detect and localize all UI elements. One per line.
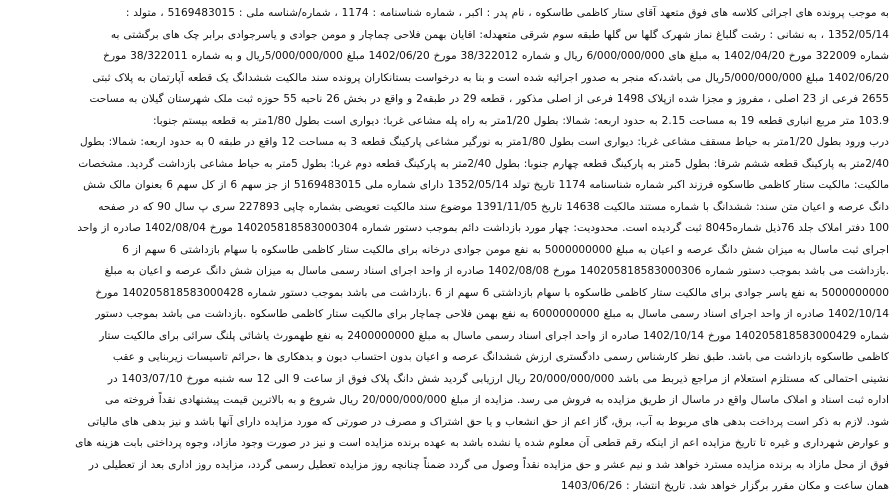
notice-line: شماره 322009 مورخ 1402/04/20 به مبلغ های 6/000/000/000 ریال و شماره 38/322012 مورخ 1402/06/20 مبلغ 5/000/000/000ریال و به شماره 38/322011 مورخ (103, 50, 889, 62)
notice-line: فوق از محل مازاد به برنده مزایده مسترد خواهد شد و نیم عشر و حق مزایده نقداً وصول می گردد ضمناً چنانچه روز مزایده تعطیل رسمی گردد، مزایده روز اداری بعد از تعطیلی در (88, 458, 889, 471)
notice-line: اجرای ثبت ماسال به میزان شش دانگ عرصه و اعیان به مبلغ 5000000000 به نفع مومن جوادی درخانه برای مالکیت ستار کاظمی طاسکوه با سهام بازداشتی 6 سهم از 6 (122, 243, 889, 256)
notice-line: و عوارض شهرداری و غیره تا تاریخ مزایده اعم از اینکه رقم قطعی آن معلوم شده یا نشده باشد به عهده برنده مزایده است و نیز در صورت وجود مازاد، وجوه پرداختی بابت هزینه های (75, 437, 889, 449)
notice-line: 1352/05/14 ، به نشانی : رشت گلباغ نماز شهرک گلها س گلها طبقه سوم شرقی متعهدله: اقایان بهمن فلاحی چماچار و مومن جوادی و یاسرجوادی برابر چک های برگشتی به (110, 28, 889, 41)
notice-line: نشینی احتمالی که مستلزم استعلام از مراجع ذیربط می باشد 20/000/000/000 ریال ارزیابی گردید شش دانگ پلاک فوق از ساعت 9 الی 12 سه شنبه مورخ 1403/07/10 در (107, 372, 889, 385)
notice-line: 2655 فرعی از 23 اصلی ، مفروز و مجزا شده ازپلاک 1498 فرعی از اصلی مذکور ، قطعه 29 در طبقه2 و واقع در بخش 26 ناحیه 55 حوزه ثبت ملک شهرستان گیلان به مساحت (89, 93, 889, 105)
notice-line: مالکیت: مالکیت ستار کاظمی طاسکوه فرزند اکبر شماره شناسنامه 1174 تاریخ تولد 1352/05/14 دارای شماره ملی 5169483015 از جز سهم 6 از کل سهم 6 بعنوان مالک شش (83, 179, 889, 191)
auction-notice-text (6, 3, 889, 498)
notice-line: شود. لازم به ذکر است پرداخت بدهی های مربوط به آب، برق، گاز اعم از حق انشعاب و یا حق اشتراک و مصرف در صورتی که مورد مزایده دارای آنها باشد و نیز بدهی های مالیاتی (87, 415, 889, 428)
notice-line: 1402/06/20 مبلغ 5/000/000/000ریال می باشد،که منجر به صدور اجرائیه شده است و بنا به درخواست بستانکاران پرونده سند مالکیت ششدانگ یک قطعه آپارتمان به پلاک ثبتی (92, 71, 889, 84)
notice-line: 100 دفتر املاک جلد 76ذیل شماره8045 ثبت گردیده است. محدودیت: چهار مورد بازداشت دائم بموجب دستور شماره 140205818583000304 مورخ 1402/08/04 صادره از واحد (77, 222, 889, 234)
notice-line: 5000000000 به نفع یاسر جوادی برای مالکیت ستار کاظمی طاسکوه با سهام بازداشتی 6 سهم از 6 .بازداشت می باشد بموجب دستور شماره 140205818583000428 مورخ (95, 286, 889, 299)
notice-line: شماره 140205818583000429 مورخ 1402/10/14 صادره از واحد اجرای اسناد رسمی ماسال به مبلغ 2400000000 به نفع طهمورث یاشائی پلنگ سرائی برای مالکیت ستار (99, 329, 889, 342)
notice-line: کاظمی طاسکوه بازداشت می باشد. طبق نظر کارشناس رسمی دادگستری ارزش ششدانگ عرصه و اعیان بدون احتساب دیون و بدهکاری ها ،حرائم تاسیسات زیربنایی و عقب (112, 351, 889, 363)
notice-line: 103.9 متر مربع انباری قطعه 19 به مساحت 2.15 به حدود اربعه: شمالا: بطول 1/20متر به راه پله مشاعی غربا: دیواری است بطول 1/80متر به قطعه بیستم جنوبا: (152, 114, 889, 127)
notice-line: 2/40متر به پارکینگ قطعه ششم شرقا: بطول 5متر به پارکینگ قطعه چهارم جنوبا: بطول 2/40متر به پارکینگ قطعه دوم غربا: بطول 5متر به حیاط مشاعی بازداشت گردید. مشخصات (78, 157, 889, 170)
notice-line: دانگ عرصه و اعیان متن سند: ششدانگ با شماره مستند مالکیت 14638 تاریخ 1391/11/05 موضوع سند مالکیت تعویضی بشماره چاپی 227893 سری پ سال 90 که در صفحه (98, 200, 889, 213)
notice-line: به موجب پرونده های اجرائی کلاسه های فوق متعهد آقای ستار کاظمی طاسکوه ، نام پدر : اکبر ، شماره شناسنامه : 1174 ، شماره/شناسه ملی : 5169483015 ، متولد : (125, 7, 889, 19)
notice-line: 1402/10/14 صادره از واحد اجرای اسناد رسمی ماسال به مبلغ 6000000000 به نفع بهمن فلاحی چماچار برای مالکیت ستار کاظمی طاسکوه .بازداشت می باشد بموجب دستور (95, 308, 889, 320)
notice-line: .بازداشت می باشد بموجب دستور شماره 140205818583000306 مورخ 1402/08/08 صادره از واحد اجرای اسناد رسمی ماسال به میزان شش دانگ عرصه و اعیان به مبلغ (104, 265, 889, 277)
publication-date-line: همان ساعت و مکان مقرر برگزار خواهد شد. تاریخ انتشار : 1403/06/26 (561, 480, 889, 492)
notice-line: اداره ثبت اسناد و املاک ماسال واقع در ماسال از طریق مزایده به فروش می رسد. مزایده از مبلغ 20/000/000/000 ریال شروع و به بالاترین قیمت پیشنهادی نقداً فروخته می (105, 394, 889, 406)
notice-line: درب ورود بطول 1/20متر به حیاط مسقف مشاعی غربا: دیواری است بطول 1/80متر به نورگیر مشاعی پارکینگ قطعه 3 به مساحت 12 واقع در طبقه 0 به حدود اربعه: شمالا: بطول (79, 136, 889, 148)
